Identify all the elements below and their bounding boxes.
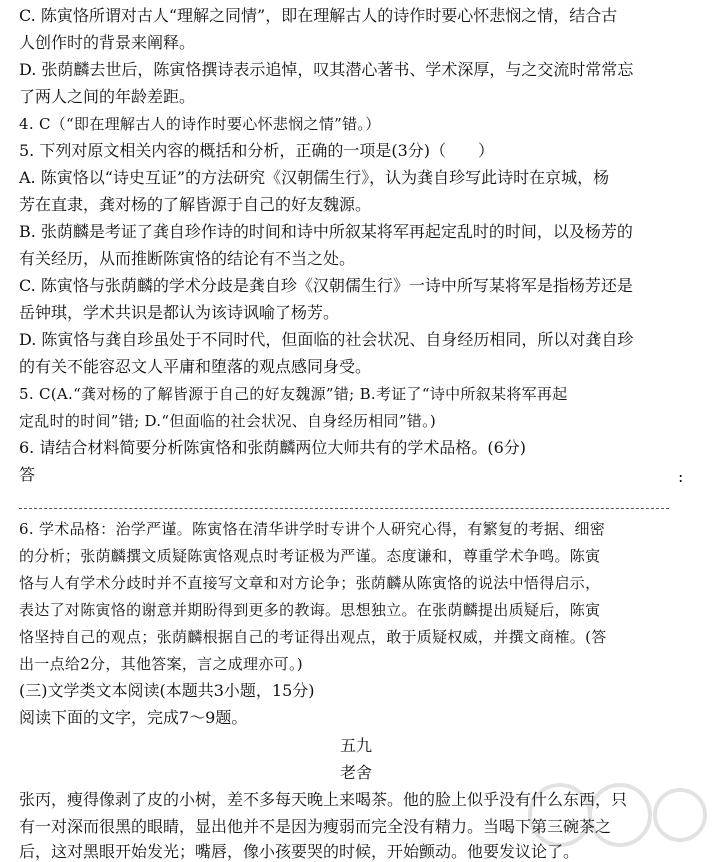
text-line: D. 张荫麟去世后，陈寅恪撰诗表示追悼，叹其潜心著书、学术深厚，与之交流时常常忘 bbox=[19, 60, 634, 79]
answer-colon: : bbox=[678, 467, 684, 486]
text-line: 了两人之间的年龄差距。 bbox=[19, 87, 196, 106]
text-line: 人创作时的背景来阐释。 bbox=[19, 33, 196, 52]
option-line: D. 陈寅恪与龚自珍虽处于不同时代，但面临的社会状况、自身经历相同，所以对龚自珍 bbox=[19, 330, 634, 349]
option-line: 芳在直隶，龚对杨的了解皆源于自己的好友魏源。 bbox=[19, 195, 372, 214]
answer-line: 的分析；张荫麟撰文质疑陈寅恪观点时考证极为严谨。态度谦和，尊重学术争鸣。陈寅 bbox=[19, 547, 601, 565]
answer-line: 4. C（“即在理解古人的诗作时要心怀悲悯之情”错。） bbox=[19, 115, 381, 133]
option-line: 的有关不能容忍文人平庸和堕落的观点感同身受。 bbox=[19, 357, 372, 376]
answer-line: 表达了对陈寅恪的谢意并期盼得到更多的教诲。思想独立。在张荫麟提出质疑后，陈寅 bbox=[19, 601, 601, 619]
option-line: B. 张荫麟是考证了龚自珍作诗的时间和诗中所叙某将军再起定乱时的时间，以及杨芳的 bbox=[19, 222, 633, 241]
story-text-line: 有一对深而很黑的眼睛，显出他并不是因为瘦弱而完全没有精力。当喝下第三碗茶之 bbox=[19, 817, 612, 836]
story-text-line: 后，这对黑眼开始发光；嘴唇，像小孩要哭的时候，开始颤动。他要发议论了。 bbox=[19, 842, 580, 861]
answer-rule bbox=[19, 508, 669, 509]
instruction-line: 阅读下面的文字，完成7～9题。 bbox=[19, 708, 248, 727]
story-author: 老舍 bbox=[339, 763, 372, 782]
question-line: 5. 下列对原文相关内容的概括和分析，正确的一项是(3分)（ ） bbox=[19, 141, 495, 160]
answer-line: 5. C(A.“龚对杨的了解皆源于自己的好友魏源”错; B.考证了“诗中所叙某将军再起 bbox=[19, 385, 568, 403]
answer-label: 答 bbox=[19, 465, 36, 484]
answer-line: 定乱时的时间”错; D.“但面临的社会状况、自身经历相同”错。) bbox=[19, 412, 437, 430]
answer-line: 恪与人有学术分歧时并不直接写文章和对方论争；张荫麟从陈寅恪的说法中悟得启示， bbox=[19, 574, 601, 592]
option-line: A. 陈寅恪以“诗史互证”的方法研究《汉朝儒生行》，认为龚自珍写此诗时在京城，杨 bbox=[19, 168, 610, 187]
watermark-logo bbox=[520, 770, 710, 860]
text-line: C. 陈寅恪所谓对古人“理解之同情”，即在理解古人的诗作时要心怀悲悯之情，结合古 bbox=[19, 6, 618, 25]
story-title: 五九 bbox=[339, 736, 372, 755]
answer-line: 6. 学术品格：治学严谨。陈寅恪在清华讲学时专讲个人研究心得，有繁复的考据、细密 bbox=[19, 520, 606, 538]
answer-line: 出一点给2分，其他答案，言之成理亦可。) bbox=[19, 655, 303, 673]
option-line: 有关经历，从而推断陈寅恪的结论有不当之处。 bbox=[19, 249, 356, 268]
answer-line: 恪坚持自己的观点；张荫麟根据自己的考证得出观点，敢于质疑权威，并撰文商榷。(答 bbox=[19, 628, 607, 646]
question-line: 6. 请结合材料简要分析陈寅恪和张荫麟两位大师共有的学术品格。(6分) bbox=[19, 438, 527, 457]
option-line: 岳钟琪，学术共识是都认为该诗讽喻了杨芳。 bbox=[19, 303, 340, 322]
story-text-line: 张丙，瘦得像剥了皮的小树，差不多每天晚上来喝茶。他的脸上似乎没有什么东西，只 bbox=[19, 790, 628, 809]
option-line: C. 陈寅恪与张荫麟的学术分歧是龚自珍《汉朝儒生行》一诗中所写某将军是指杨芳还是 bbox=[19, 276, 633, 295]
section-heading: (三)文学类文本阅读(本题共3小题，15分) bbox=[19, 681, 315, 700]
